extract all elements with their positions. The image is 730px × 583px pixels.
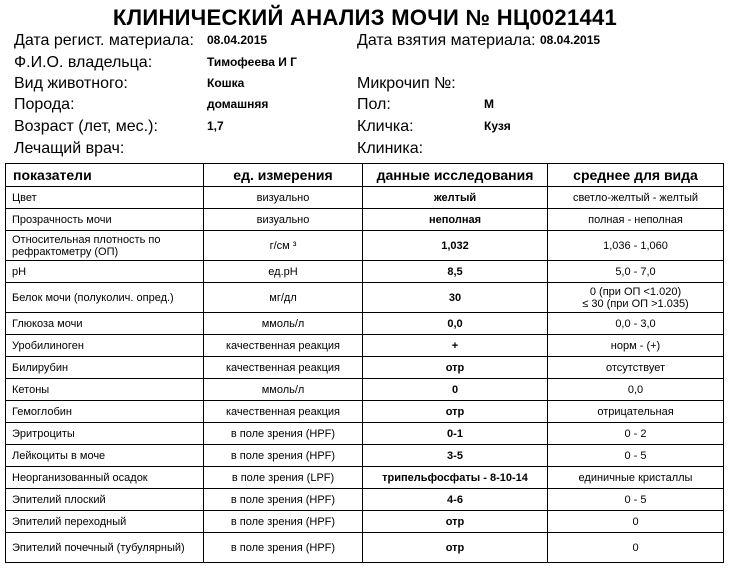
table-row xyxy=(6,231,724,261)
unit-cell: ед.pH xyxy=(204,261,363,283)
field-label: Кличка: xyxy=(357,118,414,135)
result-cell: 3-5 xyxy=(363,445,548,467)
reference-cell: норм - (+) xyxy=(548,335,724,357)
result-cell: желтый xyxy=(363,187,548,209)
table-row xyxy=(6,313,724,335)
field-label: Микрочип №: xyxy=(357,75,456,92)
field-label: Дата регист. материала: xyxy=(14,32,194,49)
table-row xyxy=(6,423,724,445)
result-cell: 0 xyxy=(363,379,548,401)
reference-cell: 0 - 5 xyxy=(548,489,724,511)
unit-cell: качественная реакция xyxy=(204,357,363,379)
parameter-cell: Гемоглобин xyxy=(6,401,204,423)
header-row xyxy=(14,140,714,162)
reference-cell: 5,0 - 7,0 xyxy=(548,261,724,283)
unit-cell: в поле зрения (HPF) xyxy=(204,489,363,511)
result-cell: отр xyxy=(363,357,548,379)
field-value: 08.04.2015 xyxy=(540,33,601,47)
header-row xyxy=(14,118,714,140)
result-cell: отр xyxy=(363,533,548,563)
table-row xyxy=(6,401,724,423)
field-value: М xyxy=(484,97,494,111)
parameter-cell: Прозрачность мочи xyxy=(6,209,204,231)
reference-cell: 0 xyxy=(548,533,724,563)
result-cell: 4-6 xyxy=(363,489,548,511)
unit-cell: ммоль/л xyxy=(204,379,363,401)
table-row xyxy=(6,187,724,209)
field-value: 1,7 xyxy=(207,119,224,133)
reference-cell: отсутствует xyxy=(548,357,724,379)
table-row xyxy=(6,533,724,563)
column-header-parameter: показатели xyxy=(6,164,204,187)
reference-cell: 0,0 - 3,0 xyxy=(548,313,724,335)
column-header-reference: среднее для вида xyxy=(548,164,724,187)
result-cell: трипельфосфаты - 8-10-14 xyxy=(363,467,548,489)
reference-cell: 0 (при ОП <1.020) ≤ 30 (при ОП >1.035) xyxy=(548,283,724,313)
parameter-cell: Лейкоциты в моче xyxy=(6,445,204,467)
table-row xyxy=(6,379,724,401)
unit-cell: в поле зрения (HPF) xyxy=(204,533,363,563)
parameter-cell: Кетоны xyxy=(6,379,204,401)
table-header-row xyxy=(6,164,724,187)
result-cell: + xyxy=(363,335,548,357)
parameter-cell: Уробилиноген xyxy=(6,335,204,357)
field-value: Кошка xyxy=(207,76,245,90)
parameter-cell: Глюкоза мочи xyxy=(6,313,204,335)
reference-cell: единичные кристаллы xyxy=(548,467,724,489)
reference-cell: 1,036 - 1,060 xyxy=(548,231,724,261)
field-label: Дата взятия материала: xyxy=(357,32,536,49)
table-row xyxy=(6,467,724,489)
column-header-unit: ед. измерения xyxy=(204,164,363,187)
table-row xyxy=(6,283,724,313)
result-cell: отр xyxy=(363,401,548,423)
reference-cell: 0 - 5 xyxy=(548,445,724,467)
result-cell: неполная xyxy=(363,209,548,231)
result-cell: 30 xyxy=(363,283,548,313)
header-row xyxy=(14,32,714,54)
result-cell: 8,5 xyxy=(363,261,548,283)
parameter-cell: Цвет xyxy=(6,187,204,209)
parameter-cell: Билирубин xyxy=(6,357,204,379)
field-value: 08.04.2015 xyxy=(207,33,268,47)
table-row xyxy=(6,511,724,533)
result-cell: 0-1 xyxy=(363,423,548,445)
header-row xyxy=(14,96,714,118)
result-cell: 1,032 xyxy=(363,231,548,261)
parameter-cell: Эпителий плоский xyxy=(6,489,204,511)
table-row xyxy=(6,445,724,467)
field-label: Вид животного: xyxy=(14,75,128,92)
unit-cell: визуально xyxy=(204,209,363,231)
reference-cell: 0,0 xyxy=(548,379,724,401)
parameter-cell: Эпителий почечный (тубулярный) xyxy=(6,533,204,563)
parameter-cell: pH xyxy=(6,261,204,283)
parameter-cell: Белок мочи (полуколич. опред.) xyxy=(6,283,204,313)
field-label: Лечащий врач: xyxy=(14,140,125,157)
result-cell: отр xyxy=(363,511,548,533)
header-row xyxy=(14,54,714,76)
parameter-cell: Эритроциты xyxy=(6,423,204,445)
table-row xyxy=(6,489,724,511)
reference-cell: полная - неполная xyxy=(548,209,724,231)
field-label: Пол: xyxy=(357,96,391,113)
parameter-cell: Эпителий переходный xyxy=(6,511,204,533)
field-label: Клиника: xyxy=(357,140,424,157)
field-value: Кузя xyxy=(484,119,511,133)
table-row xyxy=(6,209,724,231)
field-value: домашняя xyxy=(207,97,269,111)
table-row xyxy=(6,357,724,379)
reference-cell: 0 xyxy=(548,511,724,533)
reference-cell: отрицательная xyxy=(548,401,724,423)
result-cell: 0,0 xyxy=(363,313,548,335)
header-row xyxy=(14,75,714,97)
unit-cell: г/см ³ xyxy=(204,231,363,261)
parameter-cell: Относительная плотность по рефрактометру (ОП) xyxy=(6,231,204,261)
unit-cell: в поле зрения (HPF) xyxy=(204,445,363,467)
unit-cell: ммоль/л xyxy=(204,313,363,335)
unit-cell: в поле зрения (LPF) xyxy=(204,467,363,489)
field-label: Ф.И.О. владельца: xyxy=(14,54,153,71)
field-label: Возраст (лет, мес.): xyxy=(14,118,158,135)
table-row xyxy=(6,261,724,283)
unit-cell: в поле зрения (HPF) xyxy=(204,423,363,445)
reference-cell: светло-желтый - желтый xyxy=(548,187,724,209)
unit-cell: качественная реакция xyxy=(204,401,363,423)
unit-cell: визуально xyxy=(204,187,363,209)
column-header-result: данные исследования xyxy=(363,164,548,187)
unit-cell: качественная реакция xyxy=(204,335,363,357)
field-label: Порода: xyxy=(14,96,75,113)
unit-cell: мг/дл xyxy=(204,283,363,313)
table-row xyxy=(6,335,724,357)
results-table xyxy=(5,163,724,563)
reference-cell: 0 - 2 xyxy=(548,423,724,445)
field-value: Тимофеева И Г xyxy=(207,55,297,69)
unit-cell: в поле зрения (HPF) xyxy=(204,511,363,533)
document-title: КЛИНИЧЕСКИЙ АНАЛИЗ МОЧИ № НЦ0021441 xyxy=(112,5,618,30)
parameter-cell: Неорганизованный осадок xyxy=(6,467,204,489)
